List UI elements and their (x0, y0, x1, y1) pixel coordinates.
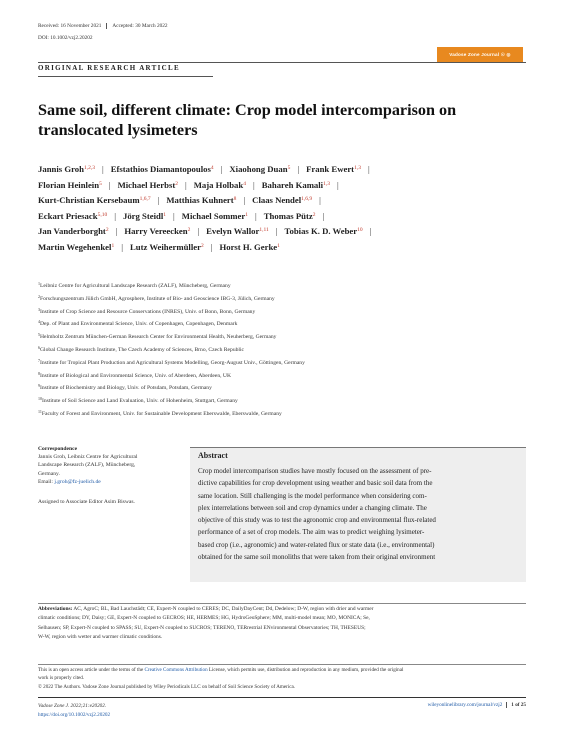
affiliation-marker[interactable]: 1,6,7 (139, 196, 151, 203)
author-name[interactable] (206, 226, 269, 236)
author-name-text: Jörg Steidl (122, 210, 164, 221)
author-separator: | (108, 179, 111, 190)
affiliation-item (38, 280, 528, 293)
license-rule (38, 664, 526, 665)
email-line (38, 478, 178, 486)
abbreviations-line: W-W, region with wetter and warmer climatic conditions. (38, 633, 163, 640)
abstract-heading: Abstract (198, 451, 228, 460)
author-line (38, 193, 528, 209)
affiliation-marker[interactable]: 1 (277, 242, 280, 249)
author-name[interactable] (262, 180, 330, 190)
received-date: Received: 16 November 2021 (38, 23, 102, 30)
separator (106, 23, 107, 29)
affiliation-text: Forschungszentrum Jülich GmbH, Agrosphere, Institute of Bio- and Geoscience IBG-3, Jülich, Germany (40, 295, 275, 302)
author-name[interactable] (118, 180, 178, 190)
abbreviations-line (38, 605, 526, 614)
author-separator: | (322, 210, 325, 221)
author-separator: | (369, 226, 372, 237)
affiliation-number: 8 (38, 370, 40, 376)
affiliation-item (38, 344, 528, 357)
author-name[interactable] (194, 180, 246, 190)
affiliation-marker[interactable]: 2 (187, 227, 191, 234)
article-type: ORIGINAL RESEARCH ARTICLE (38, 64, 180, 72)
affiliation-text: Institute of Soil Science and Land Evaluation, Univ. of Hohenheim, Stuttgart, Germany (42, 398, 238, 405)
submission-dates (38, 23, 168, 29)
author-separator: | (157, 195, 160, 206)
author-separator: | (275, 226, 278, 237)
author-separator: | (367, 164, 370, 174)
affiliation-marker[interactable]: 1,6,9 (301, 196, 313, 203)
footer-citation (38, 702, 110, 719)
author-line (38, 224, 528, 240)
accepted-date: Accepted: 30 March 2022 (112, 23, 168, 30)
author-list (38, 162, 528, 256)
affiliation-number: 10 (38, 396, 42, 402)
author-name[interactable] (38, 226, 109, 236)
journal-site-link[interactable]: wileyonlinelibrary.com/journal/vzj2 (427, 702, 503, 709)
correspondence-line: Germany. (38, 470, 60, 477)
author-name[interactable] (124, 226, 190, 236)
author-name-text: Jan Vanderborght (38, 226, 106, 237)
author-name-text: Martin Wegehenkel (38, 241, 112, 252)
affiliation-text: Leibniz Centre for Agricultural Landscape Research (ZALF), Müncheberg, Germany (40, 283, 231, 289)
license-link[interactable]: Creative Commons Attribution (144, 667, 208, 673)
author-name-text: Frank Ewert (306, 164, 355, 174)
affiliation-marker[interactable]: 1 (245, 211, 248, 218)
affiliation-text: Institute for Tropical Plant Production and Agricultural Systems Modelling, Georg-August Univ., Göttingen, Germany (40, 359, 305, 366)
author-separator: | (319, 195, 321, 206)
abstract-text (198, 465, 520, 563)
abstract-line: Crop model intercomparison studies have mostly focused on the assessment of pre- (198, 467, 432, 475)
footer-right (400, 702, 526, 708)
author-name-text: Eckart Priesack (38, 210, 98, 221)
author-name[interactable] (219, 242, 279, 252)
author-name[interactable] (130, 242, 204, 252)
license-line (38, 666, 526, 674)
affiliation-number: 1 (38, 281, 40, 286)
affiliation-marker[interactable]: 2 (105, 227, 109, 234)
correspondence-line: Landscape Research (ZALF), Müncheberg, (38, 462, 136, 469)
correspondence-line: Jannis Groh, Leibniz Centre for Agricultural (38, 454, 138, 461)
author-separator: | (184, 179, 187, 190)
abbreviations-heading: Abbreviations: (38, 606, 73, 612)
author-name-text: Tobias K. D. Weber (284, 226, 358, 237)
author-separator: | (114, 210, 116, 221)
affiliation-item (38, 408, 528, 421)
doi-text: DOI: 10.1002/vzj2.20202 (38, 35, 93, 41)
affiliation-marker[interactable]: 1,3 (323, 180, 330, 187)
abbreviations-line: climatic conditions; DY, Daisy; GE, Expert-N coupled to GECROS; HE, HERMES; HG, HydroGeoSphere; MM, multi-model mean; MO, MONICA; Se, (38, 615, 370, 622)
author-separator: | (115, 226, 118, 237)
affiliation-marker[interactable]: 8 (233, 196, 237, 203)
abstract-line: dictive capabilities for crop development using weather and basic soil data from the (198, 479, 433, 488)
author-name[interactable] (252, 195, 312, 205)
author-name[interactable] (166, 195, 236, 205)
author-name[interactable] (182, 211, 248, 221)
affiliation-number: 3 (38, 306, 40, 312)
author-name[interactable] (264, 211, 316, 221)
abbreviations-block (38, 605, 526, 642)
abstract-line: objective of this study was to test the agronomic crop and environmental flux-related (198, 516, 436, 525)
affiliation-marker[interactable]: 5,10 (97, 211, 108, 218)
author-name-text: Horst H. Gerke (219, 241, 278, 252)
affiliation-item (38, 318, 528, 331)
author-name-text: Bahareh Kamali (261, 179, 324, 190)
author-line (38, 178, 528, 194)
affiliation-number: 6 (38, 344, 40, 350)
author-separator: | (243, 195, 246, 206)
affiliation-text: Institute of Crop Science and Resource Conservations (INRES), Univ. of Bonn, Bonn, Germany (40, 308, 256, 315)
abstract-line: obtained for the same soil monoliths that were taken from their original environment (198, 553, 436, 562)
affiliation-item (38, 357, 528, 370)
license-text: License, which permits use, distribution and reproduction in any medium, provided the original (207, 667, 404, 673)
author-name-text: Efstathios Diamantopoulos (110, 164, 211, 174)
license-line: work is properly cited. (38, 675, 85, 682)
affiliation-item (38, 395, 528, 408)
affiliation-item (38, 370, 528, 383)
author-name-text: Maja Holbak (193, 179, 244, 190)
header-rule (38, 62, 526, 63)
author-line (38, 162, 528, 178)
article-title (38, 100, 518, 140)
article-type-rule (38, 76, 213, 77)
affiliation-marker[interactable]: 2 (312, 211, 316, 218)
author-name-text: Lutz Weihermüller (129, 241, 201, 252)
author-name[interactable] (38, 164, 95, 174)
email-link[interactable]: j.groh@fz-juelich.de (54, 478, 101, 485)
affiliation-number: 5 (38, 332, 40, 338)
author-name-text: Jannis Groh (38, 164, 84, 174)
title-line: translocated lysimeters (38, 121, 198, 139)
affiliation-text: Institute of Biochemistry and Biology, Univ. of Potsdam, Potsdam, Germany (40, 385, 212, 392)
author-name-text: Harry Vereecken (124, 226, 188, 237)
affiliation-marker[interactable]: 1,2,3 (83, 165, 95, 171)
correspondence-block (38, 445, 178, 506)
author-separator: | (297, 164, 300, 174)
author-line (38, 209, 528, 225)
affiliation-item (38, 293, 528, 306)
associate-editor: Assigned to Associate Editor Asim Biswas. (38, 499, 135, 506)
affiliation-number: 2 (38, 293, 40, 299)
abstract-line: based crop (i.e., agronomic) and water-related flux or state data (i.e., environmental) (198, 540, 435, 549)
author-separator: | (210, 241, 213, 252)
author-name[interactable] (284, 226, 362, 236)
affiliation-list (38, 280, 528, 421)
journal-badge[interactable]: Vadose Zone Journal ☉ ◎ (437, 47, 523, 62)
author-separator: | (252, 179, 255, 190)
copyright-line: © 2022 The Authors. Vadose Zone Journal published by Wiley Periodicals LLC on behalf of Soil Science Society of America. (38, 683, 296, 690)
author-name-text: Evelyn Wallor (206, 226, 260, 237)
author-name-text: Xiaohong Duan (229, 164, 288, 174)
affiliation-item (38, 306, 528, 319)
affiliation-text: Helmholtz Zentrum München-German Research Center for Environmental Health, Neuherberg, Germany (40, 334, 277, 341)
author-name[interactable] (38, 195, 151, 205)
affiliation-marker[interactable]: 1,3 (354, 165, 361, 171)
affiliation-item (38, 331, 528, 344)
affiliation-text: Dep. of Plant and Environmental Science, Univ. of Copenhagen, Copenhagen, Denmark (40, 321, 238, 328)
affiliation-marker[interactable]: 2 (175, 180, 178, 187)
affiliation-marker[interactable]: 2 (200, 242, 204, 249)
abbreviations-text: AC, AgroC; BL, Bad Lauchstädt; CE, Expert-N coupled to CERES; DC, DailyDayCent; Dd, Dedelow; D-W, region with drier and warmer (72, 606, 374, 612)
author-separator: | (336, 179, 339, 190)
affiliation-number: 11 (38, 408, 42, 414)
author-name-text: Kurt-Christian Kersebaum (38, 195, 140, 206)
affiliation-text: Faculty of Forest and Environment, Univ. for Sustainable Development Eberswalde, Eberswalde, Germany (41, 410, 282, 417)
author-name-text: Matthias Kuhnert (166, 195, 234, 206)
affiliation-item (38, 382, 528, 395)
footer-rule (38, 697, 526, 698)
author-name[interactable] (111, 164, 214, 174)
author-name[interactable] (38, 242, 114, 252)
author-separator: | (220, 164, 223, 174)
affiliation-marker[interactable]: 5 (287, 165, 291, 171)
author-name-text: Florian Heinlein (38, 179, 100, 190)
abstract-line: plex interrelations between soil and crop dynamics under a changing climate. The (198, 503, 427, 512)
affiliation-number: 9 (38, 383, 40, 389)
author-name[interactable] (38, 180, 102, 190)
page-number: 1 of 25 (511, 702, 526, 709)
author-name-text: Michael Herbst (117, 179, 176, 190)
affiliation-marker[interactable]: 5 (99, 180, 102, 187)
author-name-text: Michael Sommer (181, 210, 246, 221)
author-name[interactable] (123, 211, 166, 221)
author-line (38, 240, 528, 256)
abbreviations-line: Selhausen; SP, Expert-N coupled to SPASS; SU, Expert-N coupled to SUCROS; TERENO, TERrestrial ENvironmental Observatories; TH, THESEUS; (38, 624, 366, 631)
abbreviations-rule (38, 603, 526, 604)
affiliation-marker[interactable]: 4 (243, 180, 246, 187)
license-block (38, 666, 526, 691)
correspondence-heading: Correspondence (38, 446, 78, 452)
affiliation-marker[interactable]: 10 (357, 227, 363, 234)
abstract-line: performance of a set of crop models. The aim was to predict weighing lysimeter- (198, 528, 425, 537)
separator (506, 702, 507, 708)
affiliation-number: 7 (38, 357, 40, 363)
affiliation-marker[interactable]: 1 (163, 211, 167, 218)
license-text: This is an open access article under the terms of the (38, 667, 145, 673)
affiliation-text: Institute of Biological and Environmental Science, Univ. of Aberdeen, Aberdeen, UK (40, 372, 232, 379)
abstract-line: same location. Still challenging is the model performance when considering com- (198, 491, 427, 500)
author-separator: | (101, 164, 104, 174)
author-name[interactable] (306, 164, 361, 174)
author-separator: | (121, 241, 123, 252)
author-separator: | (173, 210, 175, 221)
author-name-text: Thomas Pütz (263, 210, 313, 221)
affiliation-marker[interactable]: 1,11 (259, 227, 269, 234)
email-label: Email: (38, 478, 55, 485)
author-separator: | (197, 226, 200, 237)
author-name[interactable] (229, 164, 290, 174)
author-separator: | (254, 210, 257, 221)
affiliation-number: 4 (38, 319, 40, 325)
affiliation-marker[interactable]: 4 (210, 165, 214, 171)
author-name-text: Claas Nendel (252, 195, 302, 206)
doi-link[interactable]: https://doi.org/10.1002/vzj2.20202 (38, 711, 111, 718)
affiliation-text: Global Change Research Institute, The Czech Academy of Sciences, Brno, Czech Republic (40, 346, 245, 353)
citation-text: Vadose Zone J. 2022;21:e20202. (38, 703, 107, 709)
affiliation-marker[interactable]: 1 (111, 242, 115, 249)
author-name[interactable] (38, 211, 107, 221)
title-line: Same soil, different climate: Crop model intercomparison on (38, 101, 457, 119)
abstract-box (190, 447, 526, 582)
